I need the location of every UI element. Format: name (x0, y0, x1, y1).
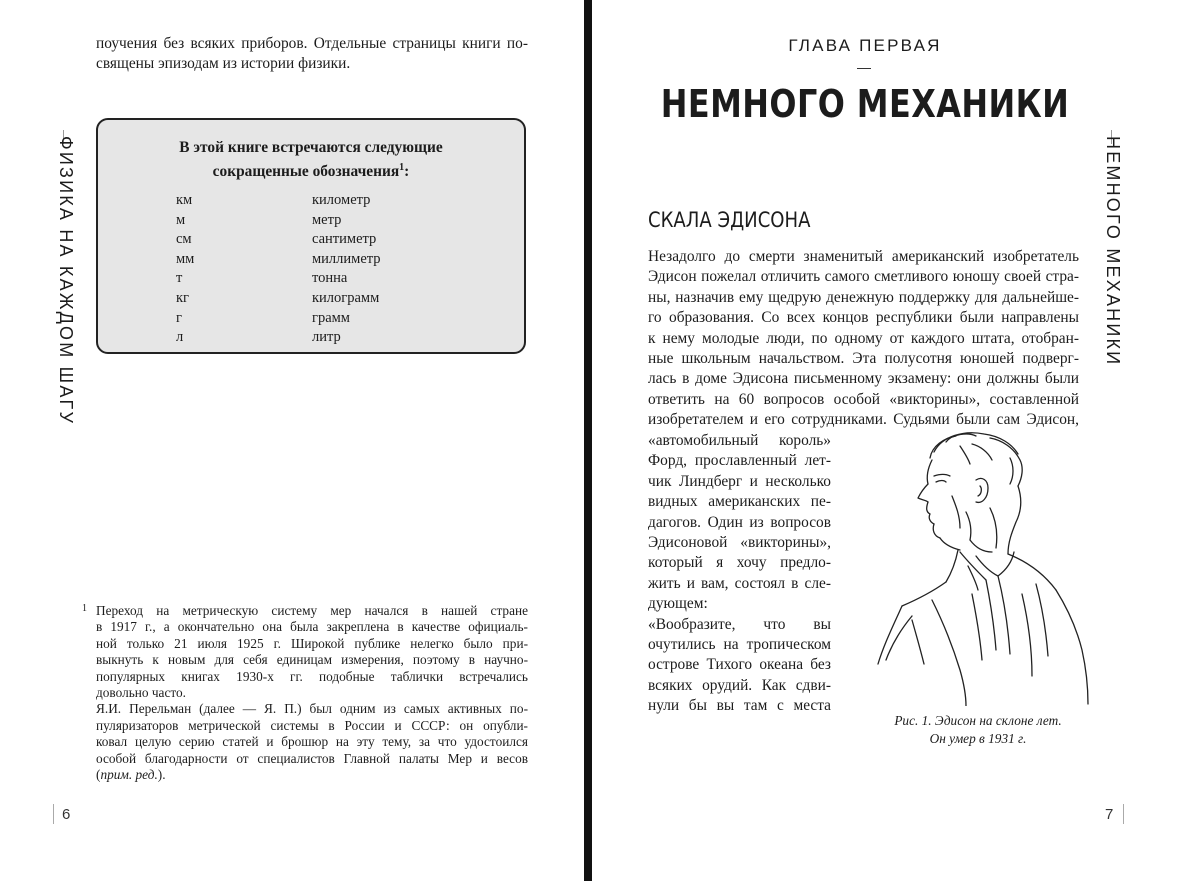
text-line: изобретателем и его сотрудниками. Судьями были сам Эдисон, (648, 411, 1079, 429)
section-title: СКАЛА ЭДИСОНА (648, 208, 811, 232)
abbreviation-short: кг (176, 290, 189, 306)
running-book-title: ФИЗИКА НА КАЖДОМ ШАГУ (56, 136, 76, 426)
text-line: лась в доме Эдисона письменному экзамену: они должны были (648, 370, 1079, 388)
text-line: поучения без всяких приборов. Отдельные страницы книги по- (96, 35, 528, 52)
abbreviations-title-line2: сокращенные обозначения (212, 163, 400, 181)
footnote-reference: 1 (399, 162, 405, 173)
footnote-line: довольно часто. (96, 685, 186, 701)
text-line: очутились на тропическом (648, 636, 831, 654)
footnote-line (96, 767, 528, 783)
footnote-paren-open: ( (96, 767, 101, 783)
abbreviation-short: т (176, 270, 183, 287)
abbreviation-long: метр (312, 211, 342, 228)
abbreviation-long: сантиметр (312, 231, 377, 248)
text-line: ные школьным начальством. Эта полусотня юношей подверг- (648, 350, 1079, 368)
book-gutter (584, 0, 592, 881)
footnote-line: в 1917 г., а окончательно она была закреплена в качестве официаль- (96, 619, 528, 635)
text-line: к нему молодые люди, по одному от каждого штата, отобран- (648, 329, 1079, 347)
wrapped-paragraph (648, 431, 831, 717)
abbreviations-title-colon: : (404, 163, 410, 181)
text-line: «Вообразите, что вы (648, 615, 831, 633)
footnote-1 (96, 603, 528, 701)
figure-caption (860, 712, 1096, 748)
footnote-mark: 1 (82, 603, 87, 614)
chapter-label: ГЛАВА ПЕРВАЯ (788, 36, 942, 55)
text-line: Незадолго до смерти знаменитый американский изобретатель (648, 248, 1079, 265)
text-line: дующем: (648, 595, 708, 613)
abbreviation-short: км (176, 192, 193, 208)
caption-line: Он умер в 1931 г. (929, 731, 1027, 746)
abbreviation-long: грамм (312, 309, 350, 326)
text-line: ответить на 60 вопросов особой «викторины», составленной (648, 390, 1079, 408)
text-line: всяких орудий. Как сдви- (648, 676, 831, 694)
text-line: дагогов. Один из вопросов (648, 513, 831, 531)
chapter-divider (857, 68, 871, 69)
right-page (592, 0, 1179, 881)
chapter-title: НЕМНОГО МЕХАНИКИ (660, 82, 1070, 126)
text-line: видных американских пе- (648, 493, 831, 511)
text-line: ны, назначив ему щедрую денежную поддержку для дальнейше- (648, 288, 1079, 306)
footnote-editor-note: прим. ред. (100, 767, 158, 783)
abbreviation-long: тонна (312, 270, 348, 287)
footnote-line: популярных книгах 1930-х гг. подобные таблички встречались (96, 668, 528, 684)
page-number: 7 (1105, 806, 1114, 823)
text-line: Эдисоновой «викторины», (648, 534, 831, 552)
edison-portrait-illustration (872, 424, 1090, 706)
page-number-rule (53, 804, 54, 824)
abbreviation-long: килограмм (312, 290, 380, 306)
text-line: острове Тихого океана без (648, 656, 831, 674)
footnote-2 (96, 701, 528, 783)
abbreviations-title (98, 138, 524, 182)
page-number: 6 (62, 806, 71, 823)
caption-line: Рис. 1. Эдисон на склоне лет. (894, 713, 1062, 728)
running-chapter-title: НЕМНОГО МЕХАНИКИ (1103, 136, 1123, 367)
abbreviation-short: см (176, 231, 192, 248)
text-line: нули бы вы там с места (648, 697, 831, 715)
text-line: Эдисон пожелал отличить самого сметливого юношу своей стра- (648, 268, 1079, 286)
text-line: го образования. Со всех концов республики были направлены (648, 309, 1079, 327)
text-line: который я хочу предло- (648, 554, 831, 572)
text-line: священы эпизодам из истории физики. (96, 55, 351, 73)
abbreviation-long: литр (312, 329, 341, 346)
text-line: Форд, прославленный лет- (648, 452, 831, 470)
text-line: жить и вам, состоял в сле- (648, 574, 831, 592)
abbreviation-long: миллиметр (312, 250, 381, 267)
footnote-line: пуляризаторов метрической системы в России и СССР: он опубли- (96, 717, 528, 733)
abbreviation-short: мм (176, 250, 195, 267)
text-line: чик Линдберг и несколько (648, 472, 831, 490)
footnote-line: Я.И. Перельман (далее — Я. П.) был одним из самых активных по- (96, 701, 528, 717)
abbreviation-short: м (176, 211, 186, 228)
left-page (0, 0, 584, 881)
abbreviation-short: л (176, 329, 184, 346)
footnote-line: выкнуть к новым для себя единицам измерения, поэтому в научно- (96, 652, 528, 668)
page-number-rule (1123, 804, 1124, 824)
body-paragraph (648, 247, 1079, 431)
abbreviation-short: г (176, 309, 182, 326)
footnote-paren-close: ). (157, 767, 166, 783)
abbreviation-long: километр (312, 192, 371, 208)
text-line: «автомобильный король» (648, 432, 831, 449)
footnote-line: Переход на метрическую систему мер начался в нашей стране (96, 603, 528, 618)
footnote-line: ной только 21 июля 1925 г. Широкой публике нелегко было при- (96, 635, 528, 651)
abbreviations-title-line1: В этой книге встречаются следующие (179, 139, 443, 156)
left-top-paragraph (96, 34, 528, 75)
footnote-line: особой благодарности от специалистов Главной палаты Мер и весов (96, 750, 528, 766)
footnotes (82, 603, 528, 783)
abbreviations-box (96, 118, 526, 354)
footnote-line: ковал целую серию статей и брошюр на эту тему, за что удостоился (96, 734, 528, 750)
